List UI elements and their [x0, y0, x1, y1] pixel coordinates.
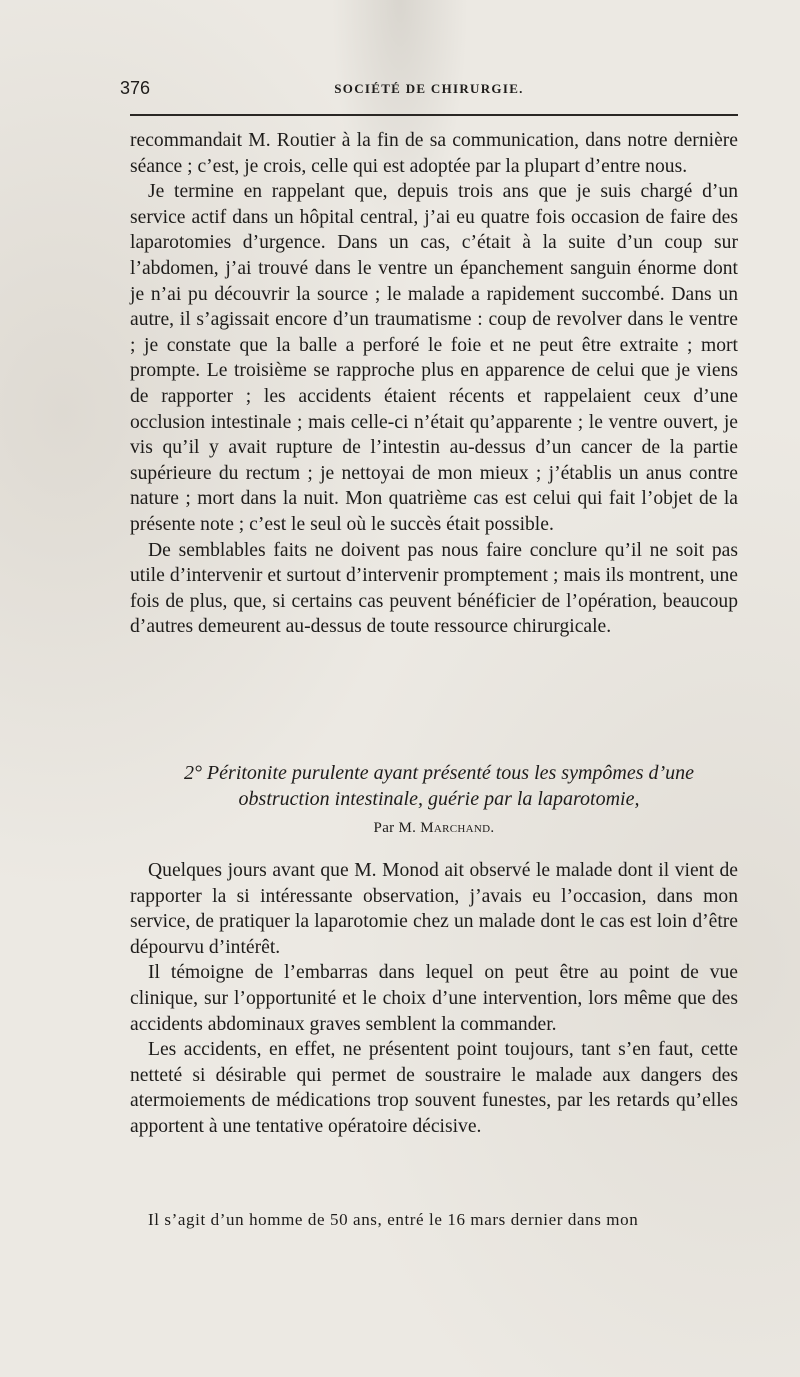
author-name: Marchand. — [420, 820, 495, 836]
header-rule — [130, 114, 738, 116]
running-header — [120, 78, 738, 104]
paragraph: Il témoigne de l’embarras dans lequel on peut être au point de vue clinique, sur l’opportunité et le choix d’une intervention, lors même que des accidents abdominaux graves semblent la commander. — [130, 962, 738, 1035]
section-title-line: obstruction intestinale, guérie par la laparotomie, — [238, 788, 640, 810]
header-title: SOCIÉTÉ DE CHIRURGIE. — [334, 81, 524, 96]
paragraph: Les accidents, en effet, ne présentent point toujours, tant s’en faut, cette netteté si désirable qui permet de soustraire le malade aux dangers des atermoiements de médications trop souvent funestes, par les retards qu’elles apportent à une tentative opératoire décisive. — [130, 1039, 738, 1137]
page-number: 376 — [120, 78, 151, 98]
section-title — [130, 760, 748, 812]
paragraph: recommandait M. Routier à la fin de sa communication, dans notre dernière séance ; c’est, je crois, celle qui est adoptée par la plupart d’entre nous. — [130, 130, 738, 177]
text-block-top — [130, 128, 738, 640]
author-line — [130, 820, 738, 837]
paragraph: Il s’agit d’un homme de 50 ans, entré le 16 mars dernier dans mon — [148, 1210, 639, 1229]
section-title-line: 2° Péritonite purulente ayant présenté tous les sympômes d’une — [183, 762, 695, 784]
paragraph: Quelques jours avant que M. Monod ait observé le malade dont il vient de rapporter la si intéressante observation, j’avais eu l’occasion, dans mon service, de pratiquer la laparotomie chez un malade dont le cas est loin d’être dépourvu d’intérêt. — [130, 860, 738, 958]
author-prefix: Par M. — [373, 820, 417, 836]
paragraph: Je termine en rappelant que, depuis trois ans que je suis chargé d’un service actif dans un hôpital central, j’ai eu quatre fois occasion de faire des laparotomies d’urgence. Dans un cas, c’était à la suite d’un coup sur l’abdomen, j’ai trouvé dans le ventre un épanchement sanguin énorme dont je n’ai pu découvrir la source ; le malade a rapidement succombé. Dans un autre, il s’agissait encore d’un traumatisme : coup de revolver dans le ventre ; je constate que la balle a perforé le foie et ne peut être extraite ; mort prompte. Le troisième se rapproche plus en apparence de celui que je viens de rapporter ; les accidents étaient récents et rappelaient ceux d’une occlusion intestinale ; mais celle-ci n’était qu’apparente ; le ventre ouvert, je vis qu’il y avait rupture de l’intestin au-dessus d’un cancer de la partie supérieure du rectum ; je nettoyai de mon mieux ; j’établis un anus contre nature ; mort dans la nuit. Mon quatrième cas est celui qui fait l’objet de la présente note ; c’est le seul où le succès était possible. — [130, 181, 738, 535]
text-block-bottom — [130, 858, 738, 1140]
paragraph: De semblables faits ne doivent pas nous faire conclure qu’il ne soit pas utile d’intervenir et surtout d’intervenir promptement ; mais ils montrent, une fois de plus, que, si certains cas peuvent bénéficier de l’opération, beaucoup d’autres demeurent au-dessus de toute ressource chirurgicale. — [130, 539, 738, 638]
text-block-final — [130, 1207, 738, 1233]
